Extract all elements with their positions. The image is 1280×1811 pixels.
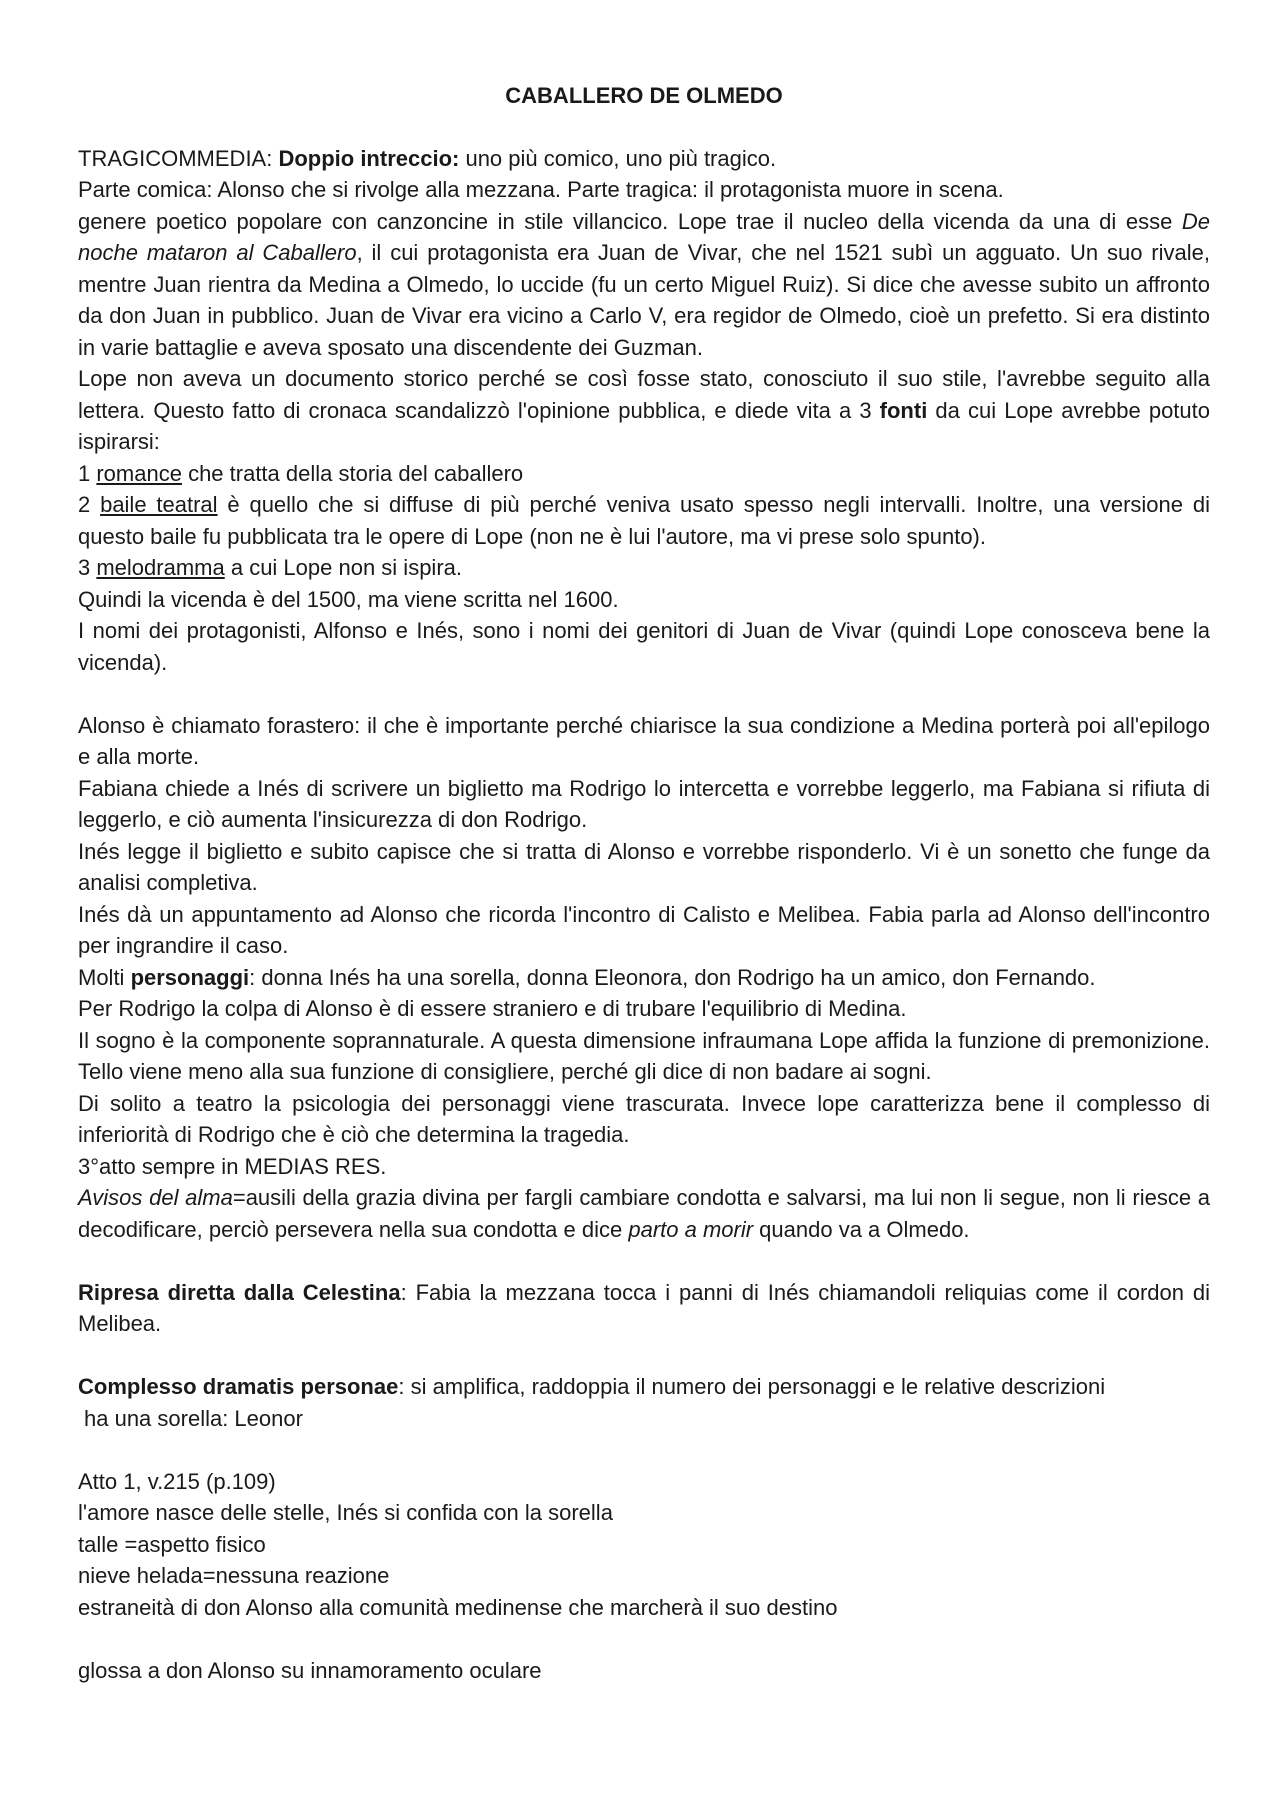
text-line <box>78 174 1210 206</box>
text-run: I nomi dei protagonisti, Alfonso e Inés, sono i nomi dei genitori di Juan de Vivar (quindi Lope conosceva bene la vicenda). <box>78 618 1210 675</box>
underlined-text: baile teatral <box>100 492 218 517</box>
paragraph <box>78 206 1210 364</box>
text-run: Parte comica: Alonso che si rivolge alla mezzana. Parte tragica: il protagonista muore in scena. <box>78 177 1004 202</box>
text-line <box>78 1371 1210 1403</box>
paragraph <box>78 773 1210 836</box>
italic-text: De noche mataron al Caballero <box>78 208 1210 265</box>
text-line <box>78 993 1210 1025</box>
text-run: Lope non aveva un documento storico perché se così fosse stato, conosciuto il suo stile, l'avrebbe seguito alla lettera. Questo fatto di cronaca scandalizzò l'opinione pubblica, e diede vita a 3 <box>78 366 1210 423</box>
italic-text: Avisos del alma <box>78 1185 233 1210</box>
text-run: : donna Inés ha una sorella, donna Eleonora, don Rodrigo ha un amico, don Fernando. <box>249 964 1096 990</box>
text-run: Inés dà un appuntamento ad Alonso che ricorda l'incontro di Calisto e Melibea. Fabia parla ad Alonso dell'incontro per ingrandire il caso. <box>78 901 1210 958</box>
paragraph <box>78 1025 1210 1088</box>
text-run: =ausili della grazia divina per fargli cambiare condotta e salvarsi, ma lui non li segue, non li riesce a decodificare, perciò persevera nella sua condotta e dice <box>78 1185 1210 1242</box>
document-body <box>78 143 1210 1687</box>
paragraph <box>78 489 1210 552</box>
text-run: da cui Lope avrebbe potuto ispirarsi: <box>78 397 1210 454</box>
text-line <box>78 1403 1210 1435</box>
blank-line <box>78 678 1210 710</box>
text-line <box>78 1560 1210 1592</box>
text-run: Atto 1, v.215 (p.109) <box>78 1468 276 1494</box>
text-run: nieve helada=nessuna reazione <box>78 1563 390 1588</box>
paragraph <box>78 615 1210 678</box>
blank-line <box>78 1434 1210 1466</box>
blank-line <box>78 1245 1210 1277</box>
text-run: 2 <box>78 492 101 517</box>
text-line <box>78 962 1210 994</box>
text-line <box>78 552 1210 584</box>
document-title: CABALLERO DE OLMEDO <box>505 83 783 108</box>
text-line <box>78 584 1210 616</box>
text-run: Fabiana chiede a Inés di scrivere un biglietto ma Rodrigo lo intercetta e vorrebbe leggerlo, ma Fabiana si rifiuta di leggerlo, e ciò aumenta l'insicurezza di don Rodrigo. <box>78 775 1210 832</box>
text-run: è quello che si diffuse di più perché veniva usato spesso negli intervalli. Inoltre, una versione di questo baile fu pubblicata tra le opere di Lope (non ne è lui l'autore, ma vi prese solo spunto). <box>78 492 1210 549</box>
text-run: Per Rodrigo la colpa di Alonso è di essere straniero e di trubare l'equilibrio di Medina. <box>78 996 907 1021</box>
text-run: quando va a Olmedo. <box>753 1216 970 1242</box>
bold-text: personaggi <box>130 964 250 990</box>
text-line <box>78 1497 1210 1529</box>
bold-text: Complesso dramatis personae <box>78 1374 399 1399</box>
text-run: glossa a don Alonso su innamoramento oculare <box>78 1657 542 1683</box>
text-line <box>78 458 1210 490</box>
text-line <box>78 1592 1210 1624</box>
text-line <box>78 1466 1210 1498</box>
text-run: l'amore nasce delle stelle, Inés si confida con la sorella <box>78 1500 613 1525</box>
text-run: : si amplifica, raddoppia il numero dei personaggi e le relative descrizioni <box>398 1374 1106 1399</box>
text-run: estraneità di don Alonso alla comunità medinense che marcherà il suo destino <box>78 1594 838 1620</box>
text-run: ha una sorella: Leonor <box>84 1405 303 1431</box>
paragraph <box>78 1277 1210 1340</box>
paragraph <box>78 363 1210 458</box>
paragraph <box>78 836 1210 899</box>
text-run: Alonso è chiamato forastero: il che è importante perché chiarisce la sua condizione a Medina porterà poi all'epilogo e alla morte. <box>78 712 1210 769</box>
bold-text: Ripresa diretta dalla Celestina <box>78 1279 401 1305</box>
underlined-text: melodramma <box>96 555 225 580</box>
text-run: , il cui protagonista era Juan de Vivar, che nel 1521 subì un agguato. Un suo rivale, mentre Juan rientra da Medina a Olmedo, lo uccide (fu un certo Miguel Ruiz). Si dice che avesse subito un affronto da don Juan in pubblico. Juan de Vivar era vicino a Carlo V, era regidor de Olmedo, cioè un prefetto. Si era distinto in varie battaglie e aveva sposato una discendente dei Guzman. <box>78 240 1210 360</box>
paragraph <box>78 1088 1210 1151</box>
underlined-text: romance <box>96 460 182 486</box>
text-line <box>78 1151 1210 1183</box>
text-run: uno più comico, uno più tragico. <box>459 145 777 171</box>
text-run: 3 <box>78 555 97 580</box>
text-run: Inés legge il biglietto e subito capisce che si tratta di Alonso e vorrebbe risponderlo. Vi è un sonetto che funge da analisi completiva. <box>78 838 1210 895</box>
paragraph <box>78 710 1210 773</box>
bold-text: Doppio intreccio: <box>278 145 460 171</box>
bold-text: fonti <box>879 397 928 423</box>
text-line <box>78 1529 1210 1561</box>
text-run: Molti <box>78 964 131 990</box>
paragraph <box>78 143 1210 175</box>
text-run: 3°atto sempre in MEDIAS RES. <box>78 1153 387 1179</box>
paragraph <box>78 1182 1210 1245</box>
text-line <box>78 1655 1210 1687</box>
text-run: TRAGICOMMEDIA: <box>78 145 279 171</box>
blank-line <box>78 1623 1210 1655</box>
text-run: talle =aspetto fisico <box>78 1531 266 1557</box>
text-run: Di solito a teatro la psicologia dei personaggi viene trascurata. Invece lope caratterizza bene il complesso di inferiorità di Rodrigo che è ciò che determina la tragedia. <box>78 1090 1210 1147</box>
text-run: Quindi la vicenda è del 1500, ma viene scritta nel 1600. <box>78 586 619 612</box>
italic-text: parto a morir <box>628 1216 754 1242</box>
text-run: a cui Lope non si ispira. <box>224 555 462 580</box>
text-run: : Fabia la mezzana tocca i panni di Inés chiamandoli reliquias come il cordon di Melibea. <box>78 1279 1210 1336</box>
paragraph <box>78 899 1210 962</box>
text-run: genere poetico popolare con canzoncine in stile villancico. Lope trae il nucleo della vicenda da una di esse <box>78 208 1182 234</box>
blank-line <box>78 1340 1210 1372</box>
text-run: Il sogno è la componente soprannaturale. A questa dimensione infraumana Lope affida la funzione di premonizione. Tello viene meno alla sua funzione di consigliere, perché gli dice di non badare ai sogni. <box>78 1027 1210 1084</box>
text-run: 1 <box>78 460 97 486</box>
text-run: che tratta della storia del caballero <box>181 460 524 486</box>
